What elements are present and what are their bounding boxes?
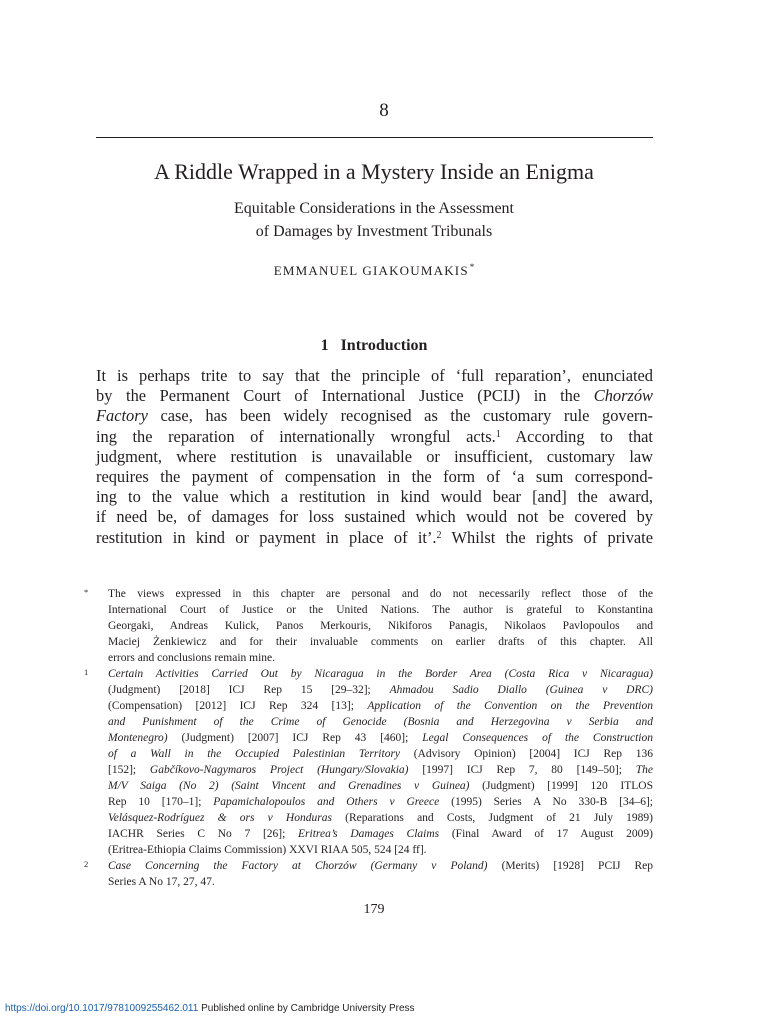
- footnote-line: International Court of Justice or the United Nations. The author is grateful to Konstantina: [108, 604, 653, 616]
- body-paragraph: [96, 366, 653, 548]
- publisher-footer: [5, 1002, 415, 1016]
- footnote-line: Montenegro) (Judgment) [2007] ICJ Rep 43 [460]; Legal Consequences of the Construction: [108, 732, 653, 744]
- footnote-line: (Compensation) [2012] ICJ Rep 324 [13]; Application of the Convention on the Prevention: [108, 700, 653, 712]
- footnote-line: The views expressed in this chapter are personal and do not necessarily reflect those of the: [108, 588, 653, 600]
- footnote-line: Certain Activities Carried Out by Nicaragua in the Border Area (Costa Rica v Nicaragua): [108, 668, 653, 680]
- chapter-subtitle: [0, 197, 748, 243]
- section-number: 1: [320, 337, 329, 354]
- subtitle-line: of Damages by Investment Tribunals: [255, 223, 493, 240]
- page-number: 179: [363, 902, 385, 917]
- footnote-line: and Punishment of the Crime of Genocide (Bosnia and Herzegovina v Serbia and: [108, 716, 653, 728]
- body-line: judgment, where restitution is unavailable or insufficient, customary law: [96, 446, 653, 466]
- body-line: ing to the value which a restitution in kind would bear [and] the award,: [96, 487, 653, 507]
- footnote-ref-2[interactable]: 2: [436, 529, 442, 541]
- body-line: restitution in kind or payment in place of it’.$^2$ Whilst the rights of private: [96, 527, 654, 547]
- subtitle-line: Equitable Considerations in the Assessment: [234, 200, 514, 217]
- doi-link[interactable]: https://doi.org/10.1017/9781009255462.011: [5, 1003, 199, 1014]
- body-line: It is perhaps trite to say that the principle of ‘full reparation’, enunciated: [96, 366, 653, 385]
- footnote-line: (Eritrea-Ethiopia Claims Commission) XXVI RIAA 505, 524 [24 ff].: [108, 844, 427, 856]
- footnote-line: Case Concerning the Factory at Chorzów (Germany v Poland) (Merits) [1928] PCIJ Rep: [108, 860, 653, 872]
- footnotes: [84, 586, 654, 890]
- footnote-star: [84, 586, 653, 666]
- chapter-title: A Riddle Wrapped in a Mystery Inside an Enigma: [154, 159, 594, 184]
- footnote-1: [84, 666, 654, 858]
- author-text: EMMANUEL GIAKOUMAKIS: [273, 263, 469, 278]
- body-line: by the Permanent Court of International Justice (PCIJ) in the Chorzów: [96, 386, 653, 406]
- footnote-line: Series A No 17, 27, 47.: [108, 876, 215, 888]
- footnote-line: errors and conclusions remain mine.: [108, 652, 276, 664]
- footnote-2: [84, 858, 653, 890]
- author-name: [0, 262, 748, 280]
- body-line: ing the reparation of internationally wrongful acts.$^1$ According to that: [96, 426, 653, 446]
- footnote-marker: *: [84, 587, 89, 597]
- footnote-marker: 2: [84, 859, 89, 869]
- footnote-line: of a Wall in the Occupied Palestinian Territory (Advisory Opinion) [2004] ICJ Rep 136: [108, 748, 653, 760]
- body-line: requires the payment of compensation in the form of ‘a sum correspond-: [96, 466, 653, 486]
- footnote-line: [152]; Gabčíkovo-Nagymaros Project (Hungary/Slovakia) [1997] ICJ Rep 7, 80 [149–50]; The: [108, 764, 653, 776]
- footnote-line: (Judgment) [2018] ICJ Rep 15 [29–32]; Ahmadou Sadio Diallo (Guinea v DRC): [108, 684, 653, 696]
- section-heading: [0, 335, 748, 357]
- footnote-ref-1[interactable]: 1: [495, 428, 501, 440]
- body-line: Factory case, has been widely recognised as the customary rule govern-: [96, 406, 653, 426]
- footnote-line: Rep 10 [170–1]; Papamichalopoulos and Others v Greece (1995) Series A No 330-B [34–6];: [108, 796, 653, 808]
- footnote-line: Maciej Żenkiewicz and for their invaluable comments on earlier drafts of this chapter. All: [108, 636, 653, 648]
- body-line: if need be, of damages for loss sustained which would not be covered by: [96, 507, 653, 527]
- footnote-line: M/V Saiga (No 2) (Saint Vincent and Grenadines v Guinea) (Judgment) [1999] 120 ITLOS: [108, 780, 653, 792]
- title-rule: [96, 137, 653, 138]
- chapter-number: 8: [379, 100, 389, 121]
- footnote-line: Velásquez-Rodríguez & ors v Honduras (Reparations and Costs, Judgment of 21 July 1989): [108, 812, 654, 824]
- footnote-line: IACHR Series C No 7 [26]; Eritrea’s Damages Claims (Final Award of 17 August 2009): [108, 828, 654, 840]
- footnote-marker: 1: [84, 667, 89, 677]
- section-title: Introduction: [340, 337, 428, 354]
- author-footnote-marker[interactable]: *: [469, 262, 475, 272]
- footer-text: Published online by Cambridge University Press: [198, 1003, 415, 1014]
- footnote-line: Georgaki, Andreas Kulick, Panos Merkouris, Nikiforos Panagis, Nikolaos Pavlopoulos and: [108, 620, 653, 632]
